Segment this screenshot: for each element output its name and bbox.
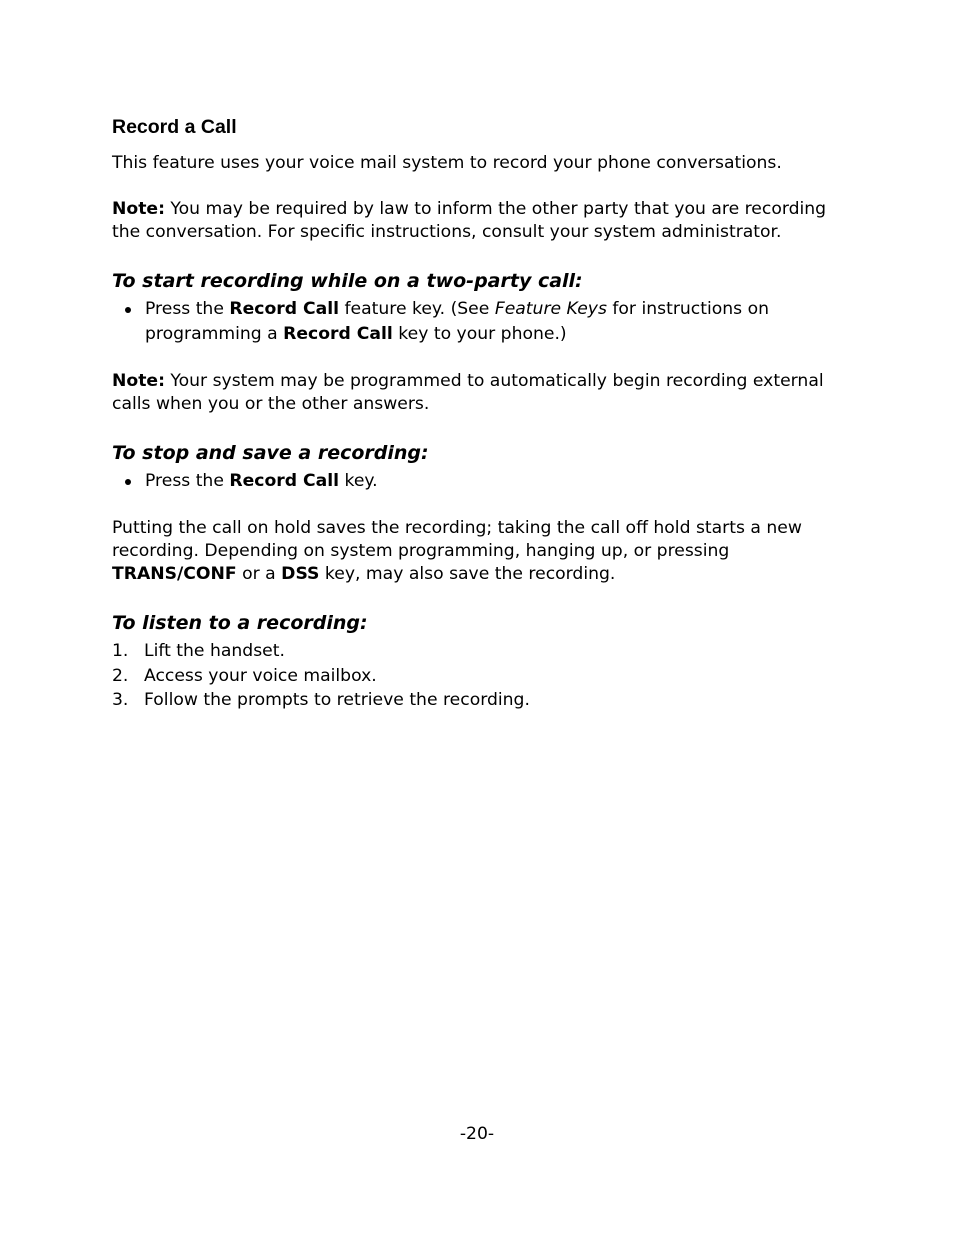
key-name-record-call: Record Call: [229, 471, 340, 491]
bullet-text: feature key. (See: [339, 299, 495, 319]
step-number: 1.: [112, 641, 129, 661]
list-item: [112, 297, 847, 347]
start-recording-subheading: To start recording while on a two-party call:: [112, 270, 583, 292]
list-item: [112, 639, 847, 664]
hold-paragraph: [112, 517, 847, 586]
step-text: Lift the handset.: [144, 641, 285, 661]
reference-feature-keys: Feature Keys: [494, 299, 607, 319]
bullet-text: key.: [339, 471, 378, 491]
note-text: Your system may be programmed to automatically begin recording external calls when you or the other answers.: [112, 371, 824, 414]
list-item: [112, 469, 847, 494]
step-number: 2.: [112, 665, 129, 686]
note-label: Note:: [112, 371, 165, 391]
key-name-record-call: Record Call: [283, 324, 393, 344]
step-number: 3.: [112, 690, 129, 710]
hold-text: key, may also save the recording.: [319, 564, 616, 584]
note-paragraph-auto: [112, 370, 847, 416]
bullet-text: Press the: [145, 299, 230, 319]
key-name-dss: DSS: [281, 564, 320, 584]
intro-paragraph: This feature uses your voice mail system to record your phone conversations.: [112, 153, 782, 173]
bullet-text: key to your phone.): [392, 324, 567, 344]
list-item: [112, 688, 847, 713]
page-content: [112, 112, 847, 713]
key-name-record-call: Record Call: [229, 299, 340, 319]
key-name-trans-conf: TRANS/CONF: [112, 564, 237, 584]
step-text: Follow the prompts to retrieve the recording.: [144, 690, 530, 710]
hold-text: Putting the call on hold saves the recording; taking the call off hold starts a new recording. Depending on system programming, hanging up, or pressing: [112, 518, 802, 561]
step-text: Access your voice mailbox.: [144, 665, 377, 686]
hold-text: or a: [236, 564, 282, 584]
bullet-icon: [125, 479, 131, 485]
list-item: [112, 664, 847, 689]
note-label: Note:: [112, 199, 165, 219]
start-recording-list: [112, 297, 847, 347]
listen-recording-subheading: To listen to a recording:: [112, 612, 368, 634]
listen-steps-list: [112, 639, 847, 713]
bullet-text: Press the: [145, 471, 230, 491]
bullet-icon: [125, 307, 131, 313]
stop-recording-subheading: To stop and save a recording:: [112, 442, 429, 464]
page-number: -20-: [459, 1124, 495, 1144]
note-text: You may be required by law to inform the other party that you are recording the conversation. For specific instructions, consult your system administrator.: [112, 199, 827, 242]
stop-recording-list: [112, 469, 847, 494]
bullet-text: for instructions on programming a: [145, 299, 769, 344]
note-paragraph-law: [112, 198, 847, 244]
section-heading: Record a Call: [112, 116, 237, 138]
